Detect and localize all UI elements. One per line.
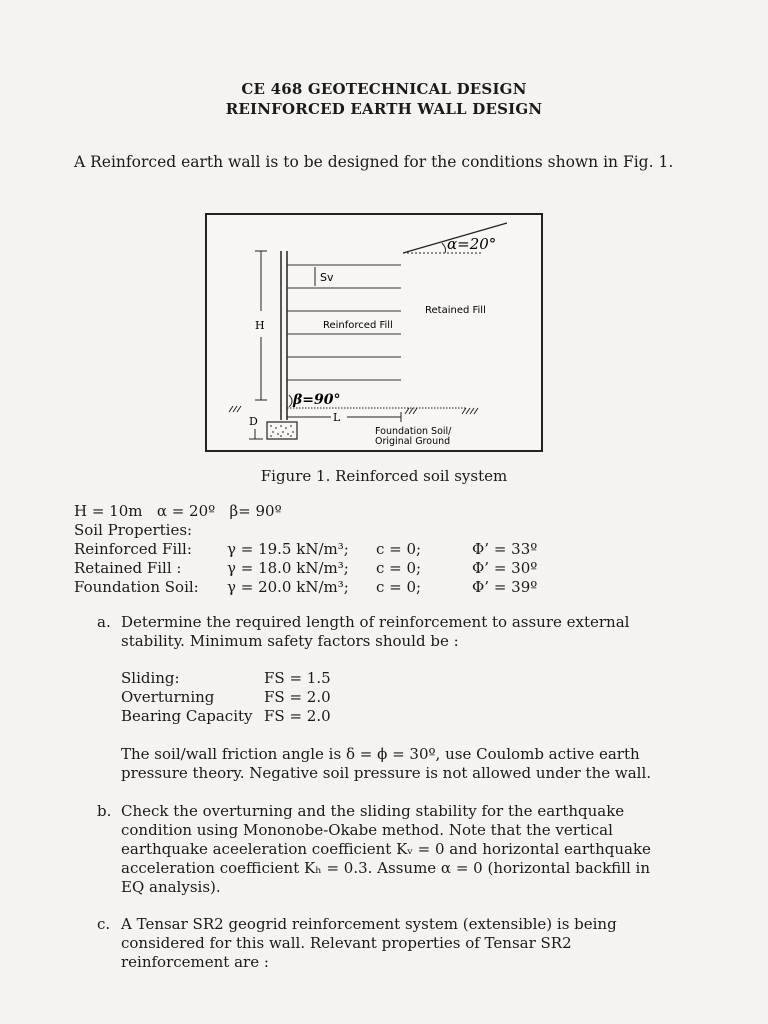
soil-row-c: c = 0; xyxy=(376,578,422,596)
soil-row-c: c = 0; xyxy=(376,559,422,577)
soil-row-gamma: γ = 19.5 kN/m³; xyxy=(227,540,349,558)
safety-factor-row xyxy=(121,707,331,726)
soil-row-c: c = 0; xyxy=(376,540,422,558)
friction-note: The soil/wall friction angle is δ = ϕ = 30º, use Coulomb active earth pressure theory. Negative soil pressure is not allowed under the wall. xyxy=(121,745,652,782)
soil-row-phi: Φ’ = 30º xyxy=(472,559,538,577)
figure-1 xyxy=(205,213,543,452)
soil-row-name: Reinforced Fill: xyxy=(74,540,192,558)
figure-caption: Figure 1. Reinforced soil system xyxy=(260,467,508,485)
question-a xyxy=(97,613,661,651)
param-alpha: α = 20º xyxy=(156,502,216,520)
d-label: D xyxy=(249,415,258,428)
sv-label: Sv xyxy=(320,271,334,284)
foundation-label-2: Original Ground xyxy=(375,436,451,447)
question-b xyxy=(97,802,661,897)
retained-fill-label: Retained Fill xyxy=(425,305,486,316)
safety-factor-name: Sliding: xyxy=(121,669,180,687)
foundation-label-1: Foundation Soil/ xyxy=(375,426,452,437)
intro-text: A Reinforced earth wall is to be designed for the conditions shown in Fig. 1. xyxy=(74,153,674,171)
question-c-mark: c. xyxy=(97,915,111,933)
design-parameters xyxy=(74,502,282,521)
ground-hatch xyxy=(229,406,478,414)
soil-row-phi: Φ’ = 33º xyxy=(472,540,538,558)
question-a-mark: a. xyxy=(97,613,111,631)
reinforced-fill-label: Reinforced Fill xyxy=(323,320,393,331)
alpha-label: α=20° xyxy=(447,235,497,253)
document-title: REINFORCED EARTH WALL DESIGN xyxy=(225,100,543,118)
alpha-arc xyxy=(442,243,446,253)
beta-label: β=90° xyxy=(293,392,341,408)
l-label: L xyxy=(333,411,341,424)
safety-factor-name: Overturning xyxy=(121,688,215,706)
soil-row-gamma: γ = 20.0 kN/m³; xyxy=(227,578,349,596)
soil-row-name: Retained Fill : xyxy=(74,559,182,577)
beta-arc xyxy=(289,395,292,407)
wall-diagram xyxy=(207,215,541,450)
safety-factor-row xyxy=(121,688,331,707)
question-b-text: Check the overturning and the sliding stability for the earthquake condition using Mononobe-Okabe method. Note that the vertical earthquake aceeleration coefficient Kᵥ = 0 and horizontal earthquake acceleration coefficient Kₕ = 0.3. Assume α = 0 (horizontal backfill in EQ analysis). xyxy=(121,802,651,896)
question-c xyxy=(97,915,661,972)
safety-factor-value: FS = 1.5 xyxy=(264,669,331,687)
soil-row-name: Foundation Soil: xyxy=(74,578,199,596)
param-h: H = 10m xyxy=(74,502,143,520)
safety-factor-value: FS = 2.0 xyxy=(264,707,331,725)
soil-properties-heading: Soil Properties: xyxy=(74,521,193,539)
param-beta: β= 90º xyxy=(229,502,282,520)
course-title: CE 468 GEOTECHNICAL DESIGN xyxy=(241,80,527,98)
h-label: H xyxy=(255,319,265,332)
soil-row-phi: Φ’ = 39º xyxy=(472,578,538,596)
safety-factor-name: Bearing Capacity xyxy=(121,707,253,725)
question-a-text: Determine the required length of reinforcement to assure external stability. Minimum safety factors should be : xyxy=(121,613,630,650)
question-b-mark: b. xyxy=(97,802,112,820)
safety-factor-value: FS = 2.0 xyxy=(264,688,331,706)
safety-factor-row xyxy=(121,669,331,688)
soil-row-gamma: γ = 18.0 kN/m³; xyxy=(227,559,349,577)
question-c-text: A Tensar SR2 geogrid reinforcement system (extensible) is being considered for this wall. Relevant properties of Tensar SR2 reinforcement are : xyxy=(121,915,617,971)
